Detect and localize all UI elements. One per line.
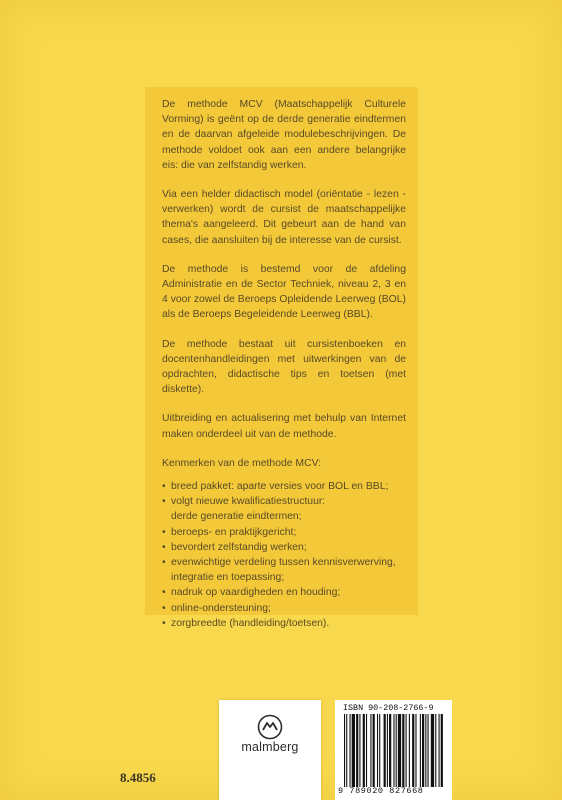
publisher-logo-box (219, 700, 321, 800)
ean-number: 9 789020 827668 (338, 786, 424, 796)
blurb-text (162, 97, 406, 631)
paragraph-target: De methode is bestemd voor de afdeling Administratie en de Sector Techniek, niveau 2, 3 en 4 voor zowel de Beroeps Opleidende Leerweg (BOL) als de Beroeps Begeleidende Leerweg (BBL). (162, 263, 406, 321)
malmberg-logo-icon (257, 714, 283, 740)
feature-item: • evenwichtige verdeling tussen kennisverwerving, integratie en toepassing; (162, 555, 406, 585)
feature-item: • breed pakket: aparte versies voor BOL en BBL; (162, 479, 406, 494)
feature-item: • beroeps- en praktijkgericht; (162, 525, 406, 540)
barcode (344, 714, 444, 787)
feature-item: • nadruk op vaardigheden en houding; (162, 585, 406, 600)
isbn-label: ISBN 90-208-2766-9 (343, 703, 434, 713)
isbn-barcode-box (335, 700, 452, 800)
features-list (162, 479, 406, 631)
paragraph-materials: De methode bestaat uit cursistenboeken en docentenhandleidingen met uitwerkingen van de opdrachten, didactische tips en toetsen (met diskette). (162, 338, 406, 396)
paragraph-didactics: Via een helder didactisch model (oriëntatie - lezen - verwerken) wordt de cursist de maatschappelijke thema's aangeleerd. Dit gebeurt aan de hand van cases, die aansluiten bij de interesse van de cursist. (162, 189, 406, 246)
feature-item: • zorgbreedte (handleiding/toetsen). (162, 616, 406, 631)
publisher-name: malmberg (241, 740, 299, 754)
feature-item: • bevordert zelfstandig werken; (162, 540, 406, 555)
feature-item: • online-ondersteuning; (162, 601, 406, 616)
feature-item: • volgt nieuwe kwalificatiestructuur: derde generatie eindtermen; (162, 494, 406, 524)
paragraph-intro: De methode MCV (Maatschappelijk Culturele Vorming) is geënt op de derde generatie eindtermen en de daarvan afgeleide modulebeschrijvingen. De methode voldoet ook aan een andere belangrijke eis: die van zelfstandig werken. (162, 99, 406, 171)
features-heading: Kenmerken van de methode MCV: (162, 457, 322, 469)
product-code: 8.4856 (120, 770, 156, 785)
paragraph-internet: Uitbreiding en actualisering met behulp van Internet maken onderdeel uit van de methode. (162, 413, 406, 440)
